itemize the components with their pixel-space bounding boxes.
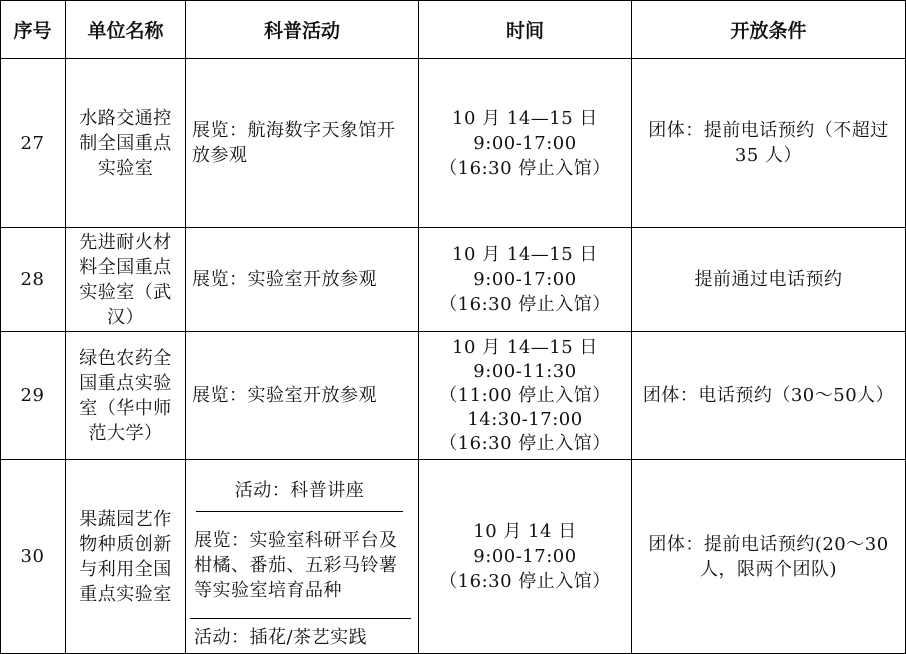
- time-value: 10 月 14—15 日 9:00-11:30 （11:00 停止入馆） 14:30-17:00 （16:30 停止入馆）: [439, 336, 611, 454]
- table-row-activity: [186, 460, 419, 654]
- table-row-activity: [186, 332, 419, 460]
- table-row-unit: [66, 228, 186, 332]
- table-row-unit: [66, 460, 186, 654]
- table-row-time: [419, 228, 632, 332]
- table-row-time: [419, 59, 632, 228]
- table-row-seq: [0, 228, 66, 332]
- table-row-time: [419, 460, 632, 654]
- header-time: [419, 0, 632, 59]
- unit-value: 果蔬园艺作物种质创新与利用全国重点实验室: [79, 508, 172, 605]
- table-row-conditions: [632, 59, 906, 228]
- time-value: 10 月 14 日 9:00-17:00 （16:30 停止入馆）: [439, 521, 611, 592]
- activity-value: 展览：实验室科研平台及柑橘、番茄、五彩马铃薯等实验室培育品种: [194, 529, 398, 601]
- seq-value: 30: [20, 546, 45, 567]
- unit-value: 水路交通控制全国重点实验室: [79, 107, 172, 179]
- activity-item: [196, 470, 403, 512]
- header-activity: [186, 0, 419, 59]
- activity-value: 展览：航海数字天象馆开放参观: [192, 120, 396, 166]
- time-value: 10 月 14—15 日 9:00-17:00 （16:30 停止入馆）: [439, 244, 611, 315]
- table-row-seq: [0, 332, 66, 460]
- activity-value: 展览：实验室开放参观: [192, 385, 377, 406]
- conditions-value: 团体：电话预约（30～50人）: [642, 385, 895, 406]
- conditions-value: 提前通过电话预约: [694, 269, 843, 290]
- table-row-unit: [66, 332, 186, 460]
- unit-value: 先进耐火材料全国重点实验室（武汉）: [79, 231, 172, 328]
- table-row-seq: [0, 59, 66, 228]
- time-value: 10 月 14—15 日 9:00-17:00 （16:30 停止入馆）: [439, 107, 611, 179]
- header-unit-label: 单位名称: [87, 19, 164, 42]
- seq-value: 27: [20, 132, 45, 154]
- table-row-unit: [66, 59, 186, 228]
- activity-item: [190, 620, 411, 654]
- header-conditions-label: 开放条件: [730, 19, 807, 42]
- table-row-conditions: [632, 228, 906, 332]
- unit-value: 绿色农药全国重点实验室（华中师范大学）: [79, 347, 172, 444]
- header-unit: [66, 0, 186, 59]
- table-row-activity: [186, 228, 419, 332]
- header-seq-label: 序号: [13, 19, 52, 42]
- table-row-time: [419, 332, 632, 460]
- conditions-value: 团体：提前电话预约（不超过 35 人）: [648, 120, 889, 166]
- activity-value: 活动：插花/茶艺实践: [194, 626, 368, 648]
- header-seq: [0, 0, 66, 59]
- seq-value: 28: [20, 269, 45, 290]
- table-row-conditions: [632, 460, 906, 654]
- activity-value: 展览：实验室开放参观: [192, 269, 377, 290]
- activity-item: [190, 512, 411, 619]
- table-row-activity: [186, 59, 419, 228]
- table-row-conditions: [632, 332, 906, 460]
- header-conditions: [632, 0, 906, 59]
- activity-value: 活动：科普讲座: [234, 480, 365, 501]
- header-activity-label: 科普活动: [263, 19, 340, 42]
- table-row-seq: [0, 460, 66, 654]
- conditions-value: 团体：提前电话预约(20～30人，限两个团队): [648, 533, 889, 580]
- header-time-label: 时间: [505, 19, 544, 42]
- seq-value: 29: [20, 385, 45, 406]
